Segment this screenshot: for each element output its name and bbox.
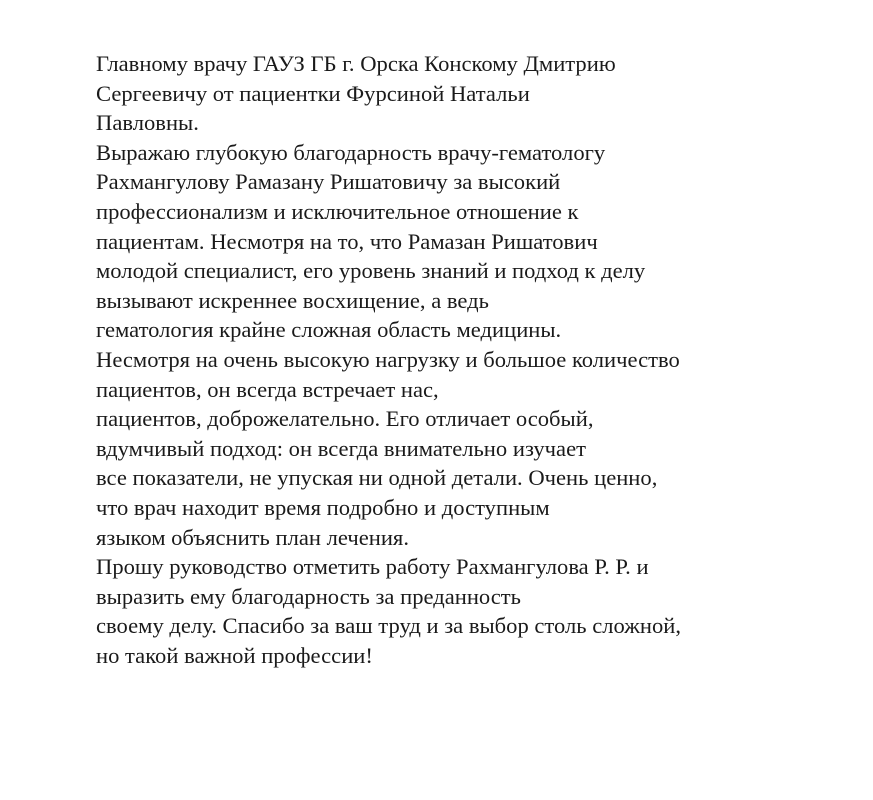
letter-line: что врач находит время подробно и доступным [96, 494, 550, 520]
letter-line: пациентам. Несмотря на то, что Рамазан Ришатович [96, 228, 598, 254]
letter-line-addressee-3: Павловны. [96, 110, 199, 136]
letter-line-addressee-1: Главному врачу ГАУЗ ГБ г. Орска Конскому Дмитрию [96, 51, 616, 76]
letter-line-addressee-2: Сергеевичу от пациентки Фурсиной Натальи [96, 80, 530, 106]
letter-line: все показатели, не упуская ни одной детали. Очень ценно, [96, 465, 658, 491]
letter-line: вызывают искреннее восхищение, а ведь [96, 287, 489, 313]
letter-line: молодой специалист, его уровень знаний и подход к делу [96, 258, 646, 284]
letter-body [96, 49, 856, 670]
letter-line: вдумчивый подход: он всегда внимательно изучает [96, 435, 586, 461]
letter-line: пациентов, доброжелательно. Его отличает особый, [96, 406, 594, 432]
letter-line: своему делу. Спасибо за ваш труд и за выбор столь сложной, [96, 613, 682, 639]
letter-line: языком объяснить план лечения. [96, 524, 409, 550]
letter-line-closing: но такой важной профессии! [96, 642, 373, 668]
letter-line: гематология крайне сложная область медицины. [96, 317, 562, 343]
letter-line: выразить ему благодарность за преданность [96, 583, 521, 609]
letter-line: Рахмангулову Рамазану Ришатовичу за высокий [96, 169, 561, 195]
letter-line: пациентов, он всегда встречает нас, [96, 376, 439, 402]
letter-line: Несмотря на очень высокую нагрузку и большое количество [96, 346, 680, 372]
letter-line: Прошу руководство отметить работу Рахмангулова Р. Р. и [96, 554, 649, 580]
letter-line: Выражаю глубокую благодарность врачу-гематологу [96, 139, 606, 165]
letter-line: профессионализм и исключительное отношение к [96, 198, 579, 224]
